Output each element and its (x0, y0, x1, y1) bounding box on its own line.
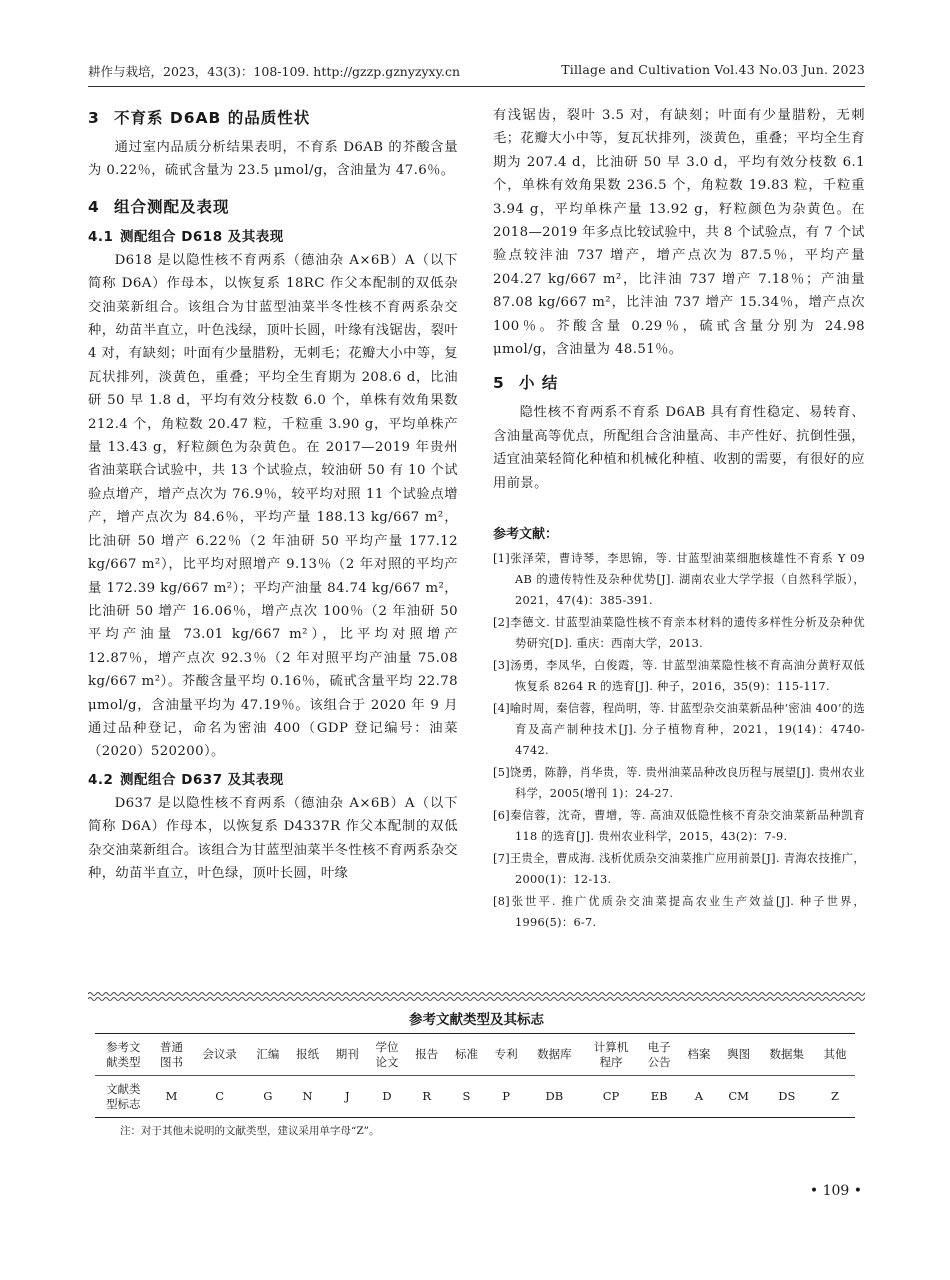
reference-item: [4]喻时周，秦信蓉，程尚明，等. 甘蓝型杂交油菜新品种‘密油 400’的选育及高产制种技术[J]. 分子植物育种，2021，19(14)：4740-4742. (493, 702, 865, 758)
table-cell-type: 会议录 (202, 1047, 237, 1061)
table-cell-code: DS (778, 1089, 796, 1103)
table-cell-type: 计算机 程序 (593, 1039, 629, 1069)
table-cell-type: 报纸 (296, 1047, 320, 1061)
table-cell-code: S (462, 1089, 471, 1103)
section-4-heading: 4 组合测配及表现 (88, 197, 230, 216)
table-note: 注：对于其他未说明的文献类型，建议采用单字母“Z”。 (120, 1125, 380, 1137)
wavy-divider (88, 990, 865, 1004)
reference-item: [1]张泽荣，曹诗琴，李思锦，等. 甘蓝型油菜细胞核雄性不育系 Y 09 AB 的遗传特性及杂种优势[J]. 湖南农业大学学报（自然科学版），2021，47(4)：385-391. (493, 552, 865, 608)
table-cell-type: 普通 图书 (160, 1039, 183, 1069)
reference-list (493, 548, 865, 933)
table-cell-code: M (165, 1089, 178, 1103)
table-cell-code: A (694, 1089, 704, 1103)
table-row-codes (95, 1076, 855, 1118)
table-cell-code: N (302, 1089, 313, 1103)
header-left: 耕作与栽培，2023，43(3)：108-109. http://gzzp.gznyzyxy.cn (88, 64, 461, 79)
reference-item: [3]汤勇，李凤华，白俊霞，等. 甘蓝型油菜隐性核不育高油分黄籽双低恢复系 8264 R 的选育[J]. 种子，2016，35(9)：115-117. (493, 659, 865, 694)
table-cell-type: 专利 (494, 1047, 518, 1061)
table-row-types (95, 1034, 855, 1076)
table-cell-code: G (263, 1089, 273, 1103)
header-right: Tillage and Cultivation Vol.43 No.03 Jun. 2023 (561, 62, 865, 77)
section-4-2-heading: 4.2 测配组合 D637 及其表现 (88, 771, 284, 788)
running-header (88, 62, 865, 84)
table-cell-type: 数据集 (769, 1047, 805, 1061)
table-cell-code: CM (728, 1089, 749, 1103)
row-head-types: 参考文 献类型 (106, 1039, 141, 1069)
table-cell-code: EB (650, 1089, 668, 1103)
table-cell-type: 其他 (823, 1047, 847, 1061)
reference-type-table (95, 1033, 855, 1118)
row-head-codes: 文献类 型标志 (106, 1081, 141, 1111)
table-cell-code: C (215, 1089, 225, 1103)
section-4-1-paragraph: D618 是以隐性核不育两系（德油杂 A×6B）A（以下简称 D6A）作母本，以恢复系 18RC 作父本配制的双低杂交油菜新组合。该组合为甘蓝型油菜半冬性核不育两系杂交种，幼苗半直立，叶色浅绿，顶叶长圆，叶缘有浅锯齿，裂叶 4 对，有缺刻；叶面有少量腊粉，无刺毛；花瓣大小中等，复瓦状排列，淡黄色，重叠；平均全生育期为 208.6 d，比油研 50 早 1.8 d，平均有效分枝数 6.0 个，单株有效角果数 212.4 个，角粒数 20.47 粒，千粒重 3.90 g，平均单株产量 13.43 g，籽粒颜色为杂黄色。在 2017—2019 年贵州省油菜联合试验中，共 13 个试验点，较油研 50 有 10 个试验点增产，增产点次为 76.9％，较平均对照 11 个试验点增产，增产点次为 84.6％，平均产量 188.13 kg/667 m²，比油研 50 增产 6.22％（2 年油研 50 平均产量 177.12 kg/667 m²），比平均对照增产 9.13％（2 年对照的平均产量 172.39 kg/667 m²）；平均产油量 84.74 kg/667 m²，比油研 50 增产 16.06％，增产点次 100％（2 年油研 50 平均产油量 73.01 kg/667 m²），比平均对照增产 12.87％，增产点次 92.3％（2 年对照平均产油量 75.08 kg/667 m²）。芥酸含量平均 0.16％，硫甙含量平均 22.78 μmol/g，含油量平均为 47.19％。该组合于 2020 年 9 月通过品种登记，命名为密油 400（GDP 登记编号：油菜（2020）520200）。 (88, 252, 458, 760)
section-3-heading: 3 不育系 D6AB 的品质性状 (88, 109, 311, 127)
table-cell-code: Z (831, 1089, 840, 1103)
section-5-heading: 5 小 结 (493, 374, 559, 393)
table-cell-type: 学位 论文 (375, 1039, 399, 1069)
table-cell-type: 电子 公告 (647, 1039, 671, 1069)
page-number: • 109 • (809, 1183, 862, 1199)
table-cell-type: 标准 (454, 1047, 478, 1061)
section-4-2-paragraph-cont: 有浅锯齿，裂叶 3.5 对，有缺刻；叶面有少量腊粉，无刺毛；花瓣大小中等，复瓦状排列，淡黄色，重叠；平均全生育期为 207.4 d，比油研 50 早 3.0 d，平均有效分枝数 6.1 个，单株有效角果数 236.5 个，角粒数 19.83 粒，千粒重 3.94 g，平均单株产量 13.92 g，籽粒颜色为杂黄色。在 2018—2019 年多点比较试验中，共 8 个试验点，有 7 个试验点较沣油 737 增产，增产点次为 87.5％，平均产量 204.27 kg/667 m²，比沣油 737 增产 7.18％；产油量 87.08 kg/667 m²，比沣油 737 增产 15.34％，增产点次 100％。芥酸含量 0.29％，硫甙含量分别为 24.98 μmol/g，含油量为 48.51％。 (493, 108, 865, 358)
table-cell-type: 汇编 (256, 1047, 280, 1061)
table-title: 参考文献类型及其标志 (409, 1012, 544, 1028)
table-cell-type: 数据库 (537, 1047, 572, 1061)
right-column (493, 100, 865, 934)
table-cell-type: 档案 (687, 1047, 711, 1061)
section-3-paragraph: 通过室内品质分析结果表明，不育系 D6AB 的芥酸含量为 0.22％，硫甙含量为 23.5 μmol/g，含油量为 47.6％。 (88, 140, 458, 179)
section-4-2-paragraph-start: D637 是以隐性核不育两系（德油杂 A×6B）A（以下简称 D6A）作母本，以恢复系 D4337R 作父本配制的双低杂交油菜新组合。该组合为甘蓝型油菜半冬性核不育两系杂交种，幼苗半直立，叶色绿，顶叶长圆，叶缘 (88, 795, 458, 881)
table-cell-code: P (502, 1089, 511, 1103)
table-cell-code: D (382, 1089, 392, 1103)
reference-item: [6]秦信蓉，沈奇，曹增，等. 高油双低隐性核不育杂交油菜新品种凯育 118 的选育[J]. 贵州农业科学，2015，43(2)：7-9. (493, 809, 865, 844)
reference-item: [8]张世平. 推广优质杂交油菜提高农业生产效益[J]. 种子世界，1996(5)：6-7. (493, 895, 865, 930)
table-cell-type: 舆图 (727, 1047, 751, 1061)
table-cell-code: DB (545, 1089, 564, 1103)
table-cell-code: R (422, 1089, 432, 1103)
section-5-paragraph: 隐性核不育两系不育系 D6AB 具有育性稳定、易转育、含油量高等优点，所配组合含油量高、丰产性好、抗倒性强，适宜油菜轻简化种植和机械化种植、收割的需要，有很好的应用前景。 (493, 405, 865, 491)
table-cell-code: J (344, 1089, 350, 1103)
references-title: 参考文献： (493, 527, 559, 543)
left-column (88, 100, 458, 885)
header-rule (88, 86, 865, 87)
reference-item: [7]王贵全，曹成海. 浅析优质杂交油菜推广应用前景[J]. 青海农技推广，2000(1)：12-13. (493, 852, 865, 887)
table-cell-type: 报告 (415, 1047, 439, 1061)
reference-item: [2]李德文. 甘蓝型油菜隐性核不育亲本材料的遗传多样性分析及杂种优势研究[D]. 重庆：西南大学，2013. (493, 616, 865, 651)
section-4-1-heading: 4.1 测配组合 D618 及其表现 (88, 228, 284, 245)
table-cell-type: 期刊 (335, 1047, 359, 1061)
reference-item: [5]饶勇，陈静，肖华贵，等. 贵州油菜品种改良历程与展望[J]. 贵州农业科学，2005(增刊 1)：24-27. (493, 766, 865, 801)
table-cell-code: CP (602, 1089, 620, 1103)
